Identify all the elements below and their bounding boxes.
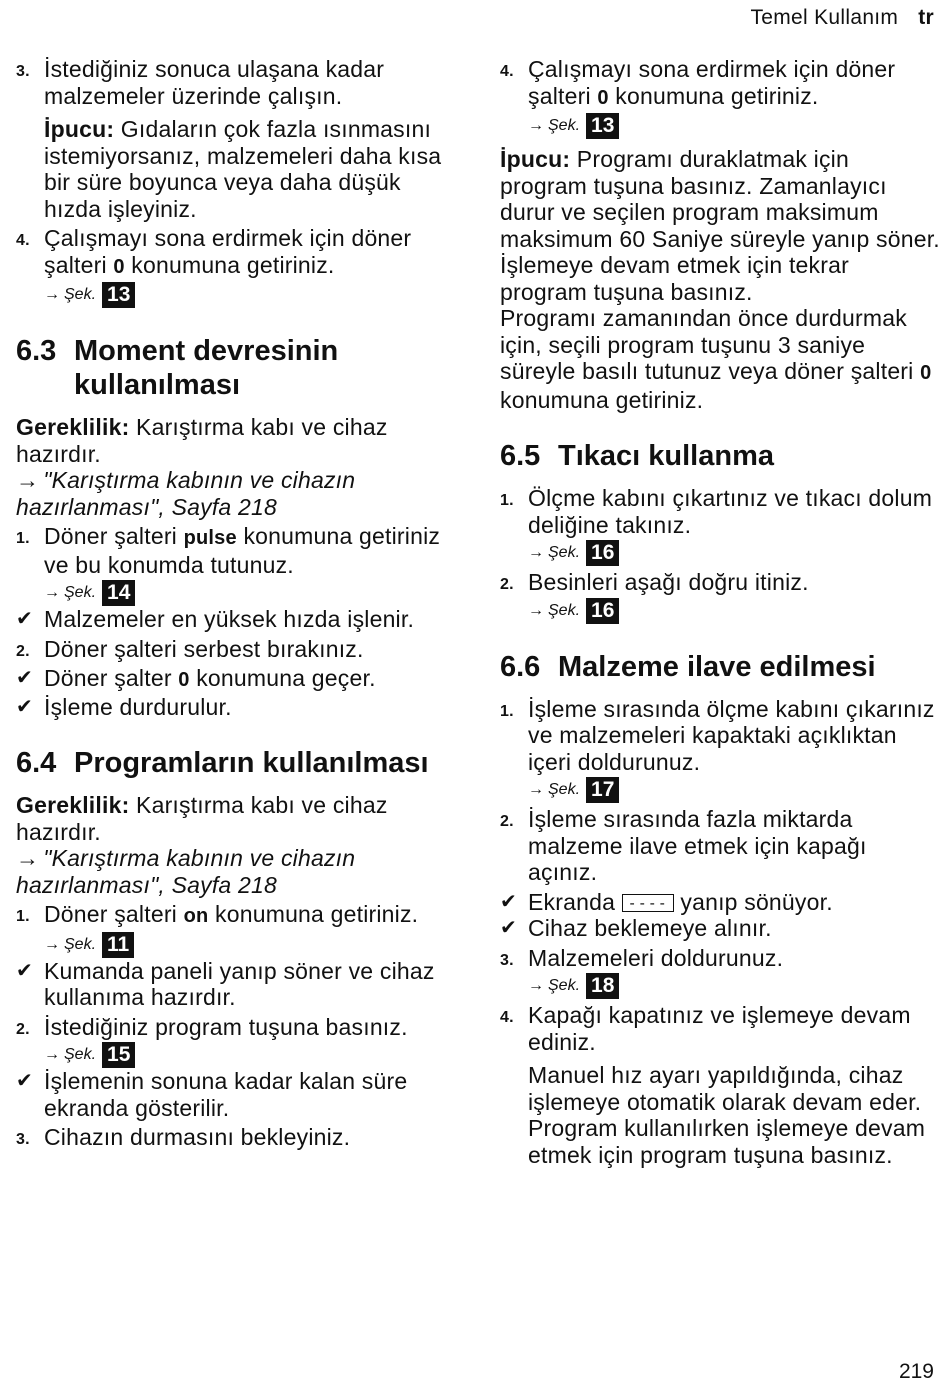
figure-reference[interactable]: → Şek. 14: [16, 580, 456, 606]
step-1: 1. Döner şalteri pulse konumuna getiriniz ve bu konumda tutunuz.: [16, 523, 441, 578]
figure-badge: 13: [102, 282, 135, 308]
language-code: tr: [918, 6, 934, 29]
arrow-icon: →: [528, 117, 544, 135]
figure-badge: 18: [586, 973, 619, 999]
arrow-icon: →: [528, 544, 544, 562]
figure-badge: 17: [586, 777, 619, 803]
step-4: 4. Kapağı kapatınız ve işlemeye devam ediniz.: [500, 1002, 911, 1055]
left-column: [16, 56, 456, 1151]
display-symbol: ----: [622, 894, 674, 912]
figure-reference[interactable]: → Şek. 13: [16, 282, 456, 308]
check-icon: ✔: [16, 959, 33, 982]
step-1: 1. Döner şalteri on konumuna getiriniz.: [16, 901, 419, 927]
figure-badge: 15: [102, 1042, 135, 1068]
right-column: [500, 56, 940, 1168]
note-paragraph: Program kullanılırken işlemeye devam etmek için program tuşuna basınız.: [528, 1115, 926, 1168]
figure-reference[interactable]: → Şek. 16: [500, 598, 940, 624]
step-2: 2. İşleme sırasında fazla miktarda malzeme ilave etmek için kapağı açınız.: [500, 806, 867, 885]
figure-badge: 16: [586, 540, 619, 566]
section-heading-6-4: 6.4 Programların kullanılması: [16, 747, 429, 779]
arrow-icon: →: [44, 935, 60, 953]
page-number: 219: [898, 1360, 934, 1383]
arrow-icon: →: [44, 584, 60, 602]
check-icon: ✔: [500, 890, 517, 913]
check-icon: ✔: [16, 667, 33, 689]
figure-badge: 11: [102, 932, 134, 958]
figure-badge: 16: [586, 598, 619, 624]
section-heading-6-5: 6.5 Tıkacı kullanma: [500, 440, 774, 472]
check-icon: ✔: [16, 695, 33, 718]
arrow-icon: →: [44, 286, 60, 304]
figure-reference[interactable]: → Şek. 17: [500, 777, 940, 803]
arrow-icon: →: [528, 601, 544, 619]
figure-reference[interactable]: → Şek. 16: [500, 540, 940, 566]
section-heading-6-3: 6.3 Moment devresinin kullanılması: [16, 335, 339, 401]
check-icon: ✔: [16, 608, 33, 630]
section-heading-6-6: 6.6 Malzeme ilave edilmesi: [500, 650, 876, 683]
tip-paragraph: İpucu: Gıdaların çok fazla ısınmasını istemiyorsanız, malzemeleri daha kısa bir süre boyunca veya daha düşük hızda işleyiniz.: [44, 116, 442, 222]
result-item: ✔ İşleme durdurulur.: [16, 693, 232, 720]
step-3: 3. Malzemeleri doldurunuz.: [500, 944, 784, 971]
figure-reference[interactable]: → Şek. 11: [16, 932, 456, 958]
figure-badge: 14: [102, 580, 135, 606]
page-reference-link[interactable]: → "Karıştırma kabının ve cihazın hazırlanması", Sayfa 218: [16, 845, 356, 898]
figure-reference[interactable]: → Şek. 15: [16, 1042, 456, 1068]
figure-reference[interactable]: → Şek. 13: [500, 113, 940, 139]
arrow-icon: →: [16, 845, 40, 871]
figure-reference[interactable]: → Şek. 18: [500, 973, 940, 999]
result-item: ✔ Malzemeler en yüksek hızda işlenir.: [16, 606, 415, 632]
arrow-icon: →: [44, 1046, 60, 1064]
step-1: 1. Ölçme kabını çıkartınız ve tıkacı dolum deliğine takınız.: [500, 485, 933, 538]
step-3: 3. İstediğiniz sonuca ulaşana kadar malzemeler üzerinde çalışın.: [16, 56, 385, 109]
step-4: 4. Çalışmayı sona erdirmek için döner şalteri 0 konumuna getiriniz.: [500, 56, 896, 109]
arrow-icon: →: [528, 781, 544, 799]
arrow-icon: →: [528, 977, 544, 995]
arrow-icon: →: [16, 467, 40, 493]
step-2: 2. Döner şalteri serbest bırakınız.: [16, 635, 364, 662]
step-2: 2. Besinleri aşağı doğru itiniz.: [500, 569, 809, 595]
check-icon: ✔: [500, 917, 517, 939]
step-1: 1. İşleme sırasında ölçme kabını çıkarınız ve malzemeleri kapaktaki açıklıktan içeri doldurunuz.: [500, 695, 935, 775]
tip-paragraph: İpucu: Programı duraklatmak için program tuşuna basınız. Zamanlayıcı durur ve seçilen program maksimum maksimum 60 Saniye süreyle yanıp söner. İşlemeye devam etmek için tekrar program tuşuna basınız.: [500, 146, 940, 305]
step-4: 4. Çalışmayı sona erdirmek için döner şalteri 0 konumuna getiriniz.: [16, 225, 412, 278]
result-item: ✔ Ekranda ---- yanıp sönüyor.: [500, 888, 833, 915]
step-3: 3. Cihazın durmasını bekleyiniz.: [16, 1124, 351, 1150]
requirement-paragraph: Gereklilik: Karıştırma kabı ve cihaz hazırdır.: [16, 414, 388, 467]
note-paragraph: Manuel hız ayarı yapıldığında, cihaz işlemeye otomatik olarak devam eder.: [528, 1062, 922, 1115]
requirement-paragraph: Gereklilik: Karıştırma kabı ve cihaz hazırdır.: [16, 792, 388, 845]
result-item: ✔ Kumanda paneli yanıp söner ve cihaz kullanıma hazırdır.: [16, 957, 435, 1010]
tip-paragraph-continued: Programı zamanından önce durdurmak için, seçili program tuşunu 3 saniye süreyle basılı tutunuz veya döner şalteri 0 konumuna getiriniz.: [500, 305, 932, 413]
result-item: ✔ İşlemenin sonuna kadar kalan süre ekranda gösterilir.: [16, 1068, 408, 1121]
step-2: 2. İstediğiniz program tuşuna basınız.: [16, 1013, 408, 1040]
check-icon: ✔: [16, 1070, 33, 1092]
result-item: ✔ Döner şalter 0 konumuna geçer.: [16, 665, 376, 691]
header-title: Temel Kullanım: [750, 6, 899, 29]
page-reference-link[interactable]: → "Karıştırma kabının ve cihazın hazırlanması", Sayfa 218: [16, 467, 356, 520]
result-item: ✔ Cihaz beklemeye alınır.: [500, 915, 772, 941]
figure-badge: 13: [586, 113, 619, 139]
page-header: [750, 6, 934, 30]
